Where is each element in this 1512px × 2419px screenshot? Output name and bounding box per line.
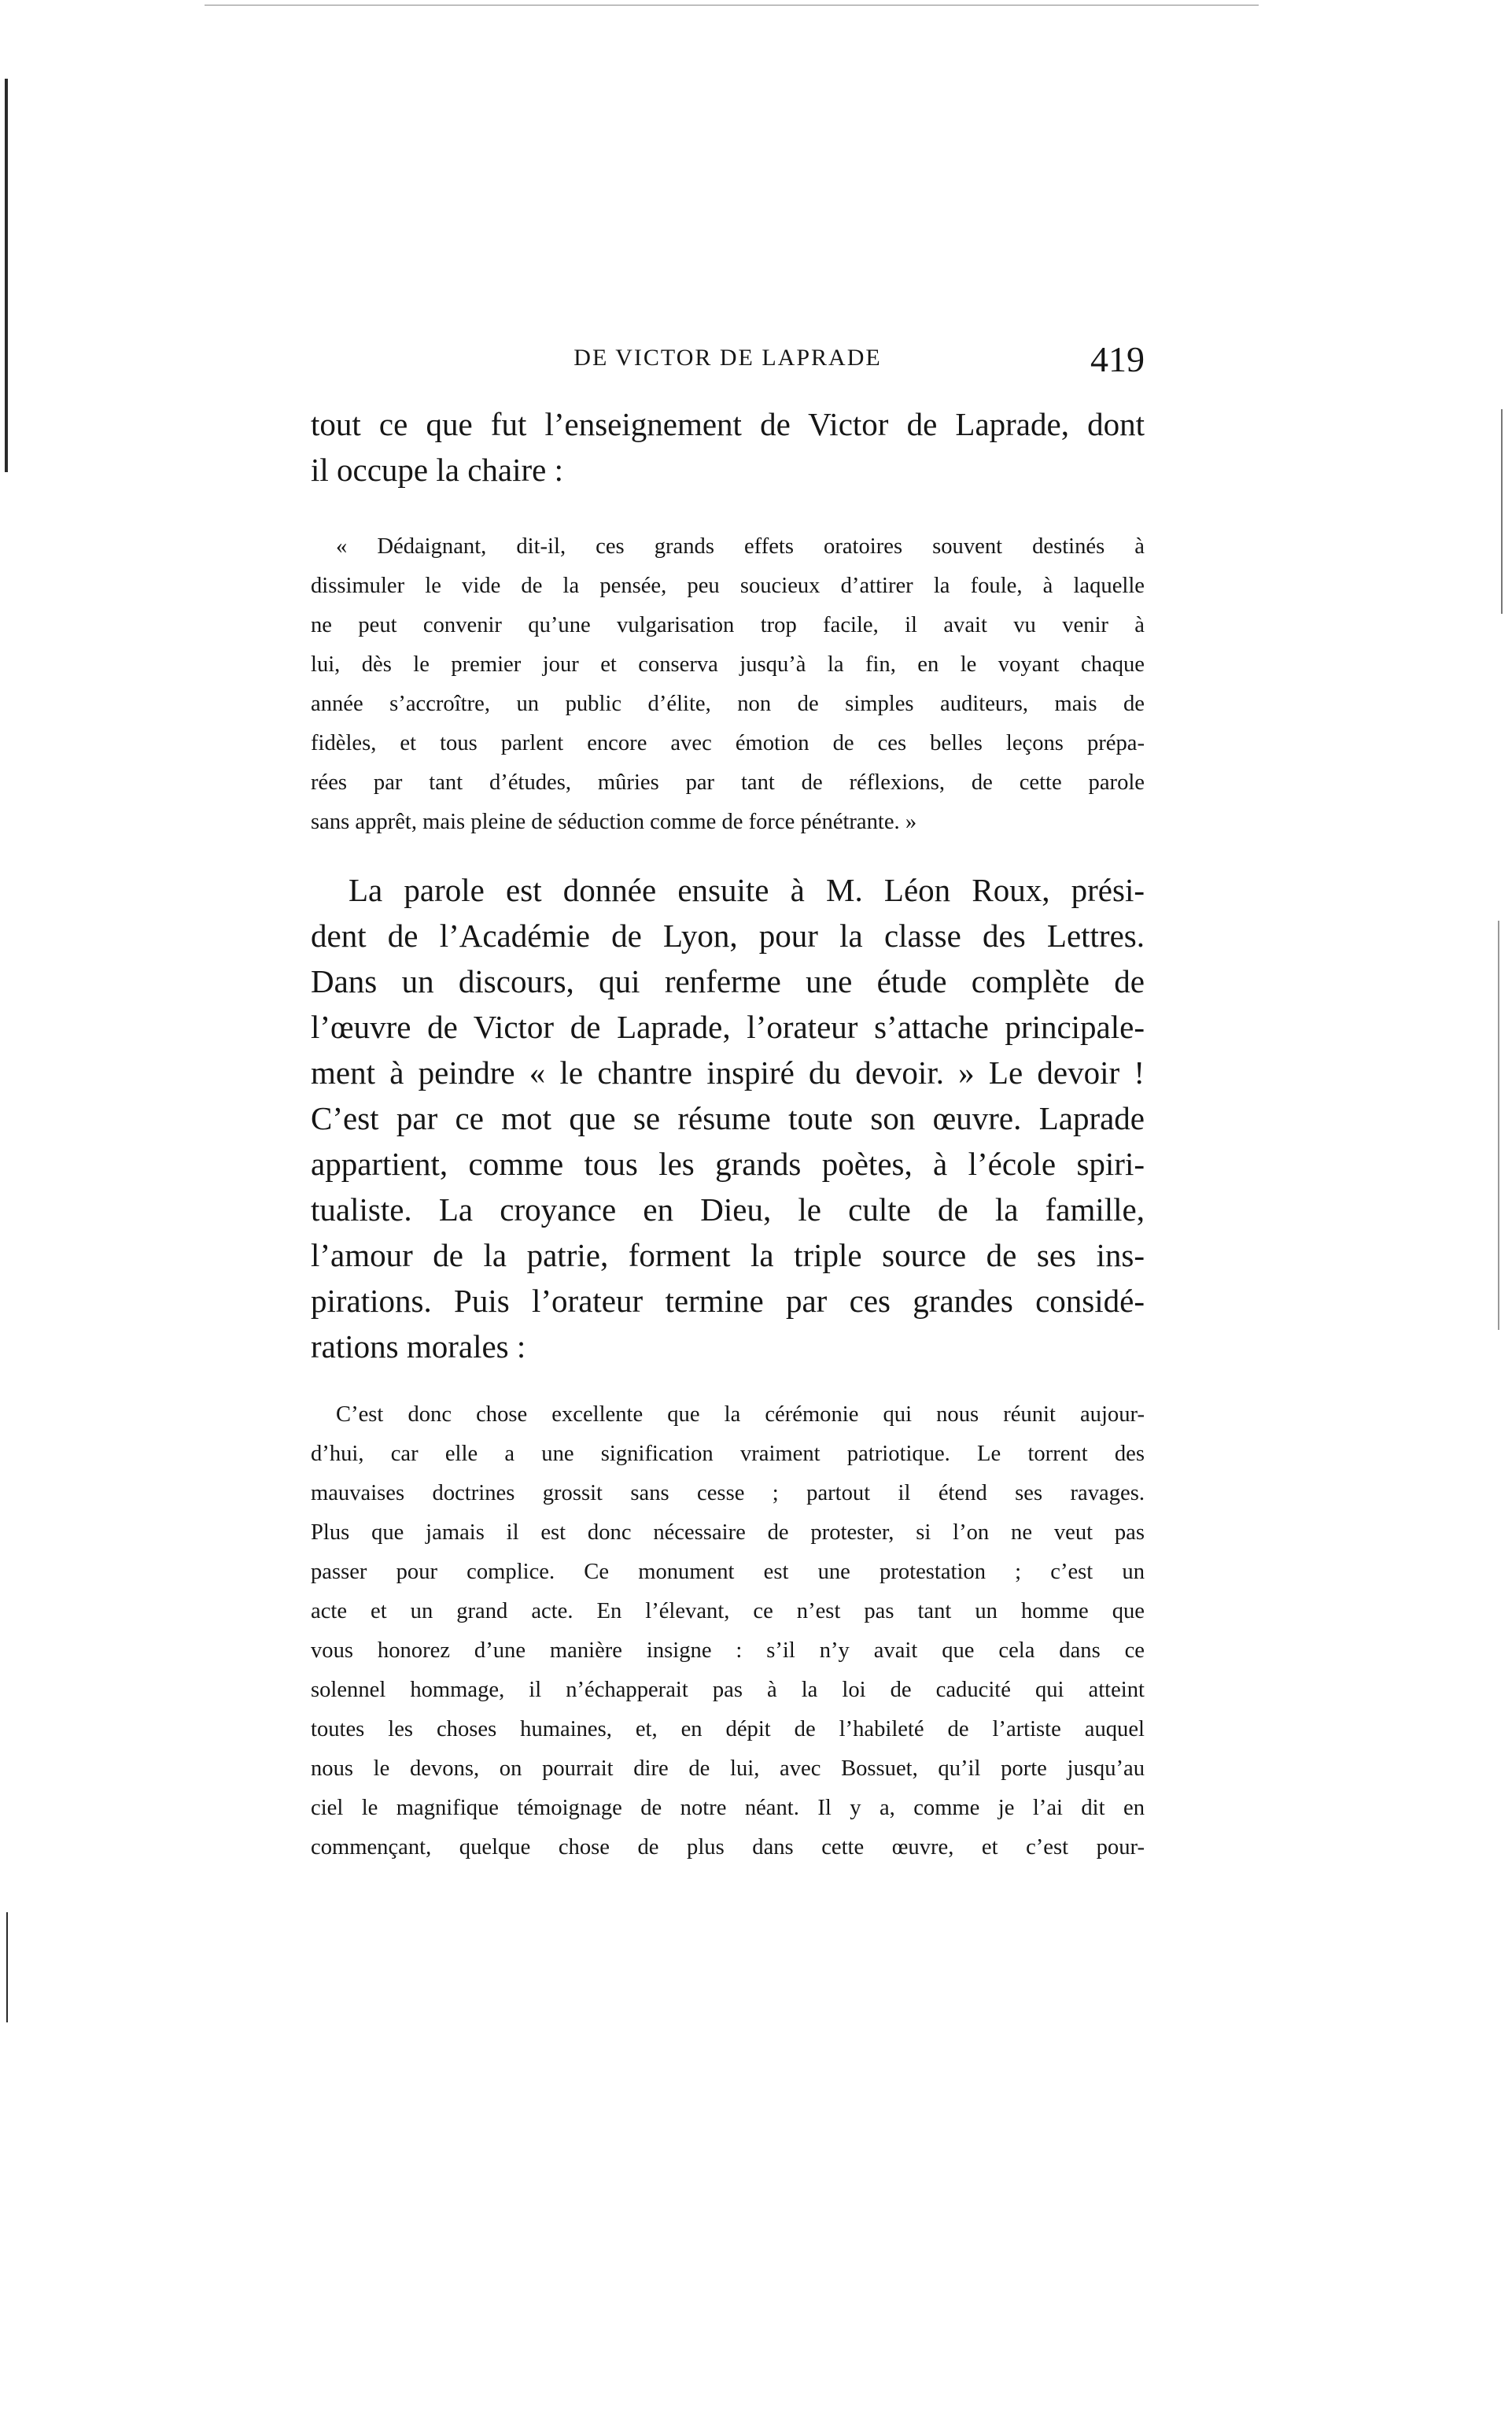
text-line: année s’accroître, un public d’élite, non de simples auditeurs, mais de [311, 692, 1145, 716]
text-line: ne peut convenir qu’une vulgarisation trop facile, il avait vu venir à [311, 613, 1145, 637]
page-number: 419 [1090, 339, 1145, 379]
text-line: Dans un discours, qui renferme une étude complète de [311, 963, 1145, 999]
text-line: fidèles, et tous parlent encore avec émotion de ces belles leçons prépa- [311, 731, 1145, 755]
text-line: sans apprêt, mais pleine de séduction comme de force pénétrante. » [311, 810, 917, 834]
text-line: mauvaises doctrines grossit sans cesse ; partout il étend ses ravages. [311, 1481, 1145, 1505]
text-line: La parole est donnée ensuite à M. Léon Roux, prési- [348, 872, 1145, 908]
text-line: « Dédaignant, dit-il, ces grands effets oratoires souvent destinés à [336, 534, 1145, 559]
text-line: rations morales : [311, 1328, 526, 1365]
intro-paragraph [311, 401, 1145, 493]
text-line: pirations. Puis l’orateur termine par ces grandes considé- [311, 1283, 1145, 1319]
text-line: l’œuvre de Victor de Laprade, l’orateur s’attache principale- [311, 1009, 1145, 1045]
text-line: lui, dès le premier jour et conserva jusqu’à la fin, en le voyant chaque [311, 652, 1145, 677]
text-line: tualiste. La croyance en Dieu, le culte de la famille, [311, 1191, 1145, 1228]
text-line: Plus que jamais il est donc nécessaire de protester, si l’on ne veut pas [311, 1520, 1145, 1545]
running-head [311, 338, 1145, 386]
text-line: rées par tant d’études, mûries par tant de réflexions, de cette parole [311, 770, 1145, 795]
text-line: l’amour de la patrie, forment la triple source de ses ins- [311, 1237, 1145, 1273]
excerpt-paragraph [311, 1395, 1145, 1867]
text-line: ment à peindre « le chantre inspiré du devoir. » Le devoir ! [311, 1054, 1145, 1091]
text-line: il occupe la chaire : [311, 452, 563, 488]
text-line: commençant, quelque chose de plus dans cette œuvre, et c’est pour- [311, 1835, 1145, 1859]
text-line: C’est donc chose excellente que la cérémonie qui nous réunit aujour- [336, 1402, 1145, 1427]
text-line: toutes les choses humaines, et, en dépit de l’habileté de l’artiste auquel [311, 1717, 1145, 1741]
text-line: C’est par ce mot que se résume toute son œuvre. Laprade [311, 1100, 1145, 1136]
text-line: tout ce que fut l’enseignement de Victor de Laprade, dont [311, 406, 1145, 442]
text-line: dissimuler le vide de la pensée, peu soucieux d’attirer la foule, à laquelle [311, 574, 1145, 598]
text-line: passer pour complice. Ce monument est une protestation ; c’est un [311, 1560, 1145, 1584]
text-line: d’hui, car elle a une signification vraiment patriotique. Le torrent des [311, 1442, 1145, 1466]
text-line: nous le devons, on pourrait dire de lui, avec Bossuet, qu’il porte jusqu’au [311, 1756, 1145, 1781]
text-line: solennel hommage, il n’échapperait pas à la loi de caducité qui atteint [311, 1678, 1145, 1702]
text-line: acte et un grand acte. En l’élevant, ce n’est pas tant un homme que [311, 1599, 1145, 1623]
quote-paragraph [311, 527, 1145, 842]
text-line: vous honorez d’une manière insigne : s’il n’y avait que cela dans ce [311, 1638, 1145, 1663]
text-line: ciel le magnifique témoignage de notre néant. Il y a, comme je l’ai dit en [311, 1796, 1145, 1820]
text-line: appartient, comme tous les grands poètes, à l’école spiri- [311, 1146, 1145, 1182]
main-paragraph [311, 867, 1145, 1369]
running-title: DE VICTOR DE LAPRADE [573, 345, 882, 371]
text-line: dent de l’Académie de Lyon, pour la classe des Lettres. [311, 918, 1145, 954]
